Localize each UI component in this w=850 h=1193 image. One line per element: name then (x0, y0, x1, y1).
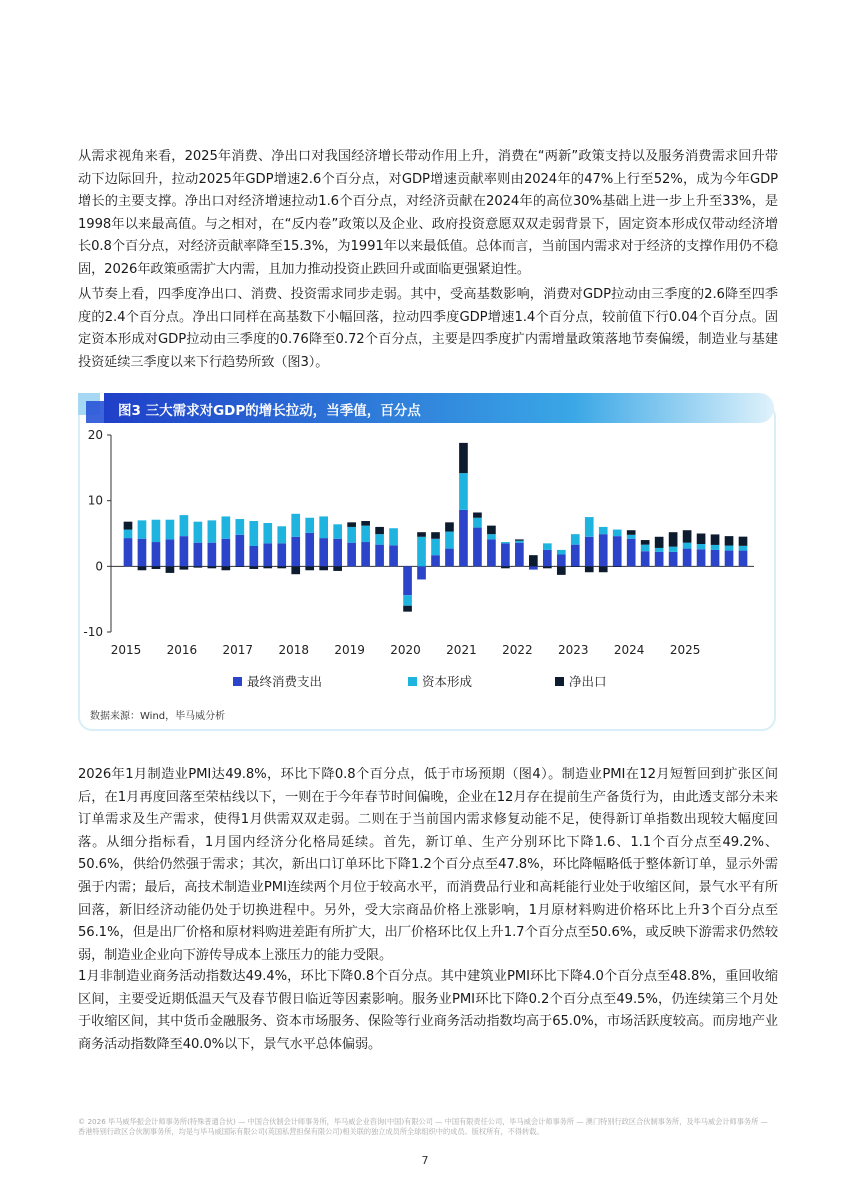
bar-segment-consumption (375, 545, 384, 567)
bar-segment-capital (235, 519, 244, 535)
bar-segment-capital (459, 473, 468, 510)
bar-segment-consumption (459, 510, 468, 566)
bar-segment-netexport (124, 522, 133, 530)
bar-segment-consumption (277, 543, 286, 566)
legend-label: 净出口 (569, 674, 607, 689)
bar-segment-capital (543, 543, 552, 550)
bar-segment-netexport (627, 530, 636, 535)
x-tick-label: 2024 (613, 643, 645, 657)
bar-segment-consumption (249, 546, 258, 566)
paragraph-quarterly-rhythm: 从节奏上看，四季度净出口、消费、投资需求同步走弱。其中，受高基数影响，消费对GDP拉动由三季度的2.6降至四季度的2.4个百分点。净出口同样在高基数下小幅回落，拉动四季度GDP增速1.4个百分点，较前值下行0.04个百分点。固定资本形成对GDP拉动由三季度的0.76降至0.72个百分点，主要是四季度扩内需增量政策落地节奏偏缓，制造业与基建投资延续三季度以来下行趋势所致（图3）。 (78, 287, 778, 370)
y-tick-label: 20 (87, 428, 103, 442)
bar-segment-capital (361, 526, 370, 542)
bar-segment-capital (194, 522, 203, 543)
bar-segment-consumption (725, 551, 734, 567)
bar-segment-consumption (138, 539, 147, 567)
bar-segment-consumption (417, 566, 426, 579)
bar-segment-capital (683, 543, 692, 549)
paragraph-non-manufacturing-pmi: 1月非制造业商务活动指数达49.4%，环比下降0.8个百分点。其中建筑业PMI环比下降4.0个百分点至48.8%，重回收缩区间，主要受近期低温天气及春节假日临近等因素影响。服务业PMI环比下降0.2个百分点至49.5%，仍连续第三个月处于收缩区间，其中货币金融服务、资本市场服务、保险等行业商务活动指数均高于65.0%，市场活跃度较高。而房地产业商务活动指数降至40.0%以下，景气水平总体偏弱。 (78, 969, 778, 1052)
bar-segment-consumption (194, 543, 203, 567)
bar-segment-capital (613, 530, 622, 537)
bar-segment-consumption (208, 543, 217, 567)
bar-segment-capital (711, 545, 720, 550)
bar-segment-netexport (655, 537, 664, 548)
bar-segment-netexport (445, 522, 454, 531)
x-tick-label: 2016 (166, 643, 198, 657)
bar-segment-capital (487, 534, 496, 539)
bar-segment-capital (431, 539, 440, 555)
x-tick-label: 2022 (502, 643, 533, 657)
bar-segment-capital (655, 548, 664, 552)
bar-segment-capital (599, 527, 608, 534)
bar-segment-consumption (473, 528, 482, 567)
bar-segment-consumption (501, 543, 510, 566)
bar-segment-netexport (487, 526, 496, 535)
bar-segment-consumption (641, 551, 650, 566)
bar-segment-consumption (557, 555, 566, 567)
bar-segment-netexport (277, 566, 286, 568)
bar-segment-netexport (417, 532, 426, 537)
bar-segment-consumption (655, 552, 664, 566)
legend-label: 资本形成 (422, 674, 473, 689)
bar-segment-capital (333, 524, 342, 538)
bar-segment-capital (669, 547, 678, 552)
x-tick-label: 2017 (222, 643, 254, 657)
bar-segment-netexport (291, 566, 300, 574)
bar-segment-capital (417, 537, 426, 567)
bar-segment-netexport (515, 539, 524, 540)
bar-segment-capital (627, 535, 636, 539)
bar-segment-capital (473, 518, 482, 528)
bar-segment-capital (571, 534, 580, 545)
bar-segment-capital (347, 527, 356, 543)
bar-segment-consumption (361, 542, 370, 566)
x-tick-label: 2021 (446, 643, 477, 657)
bar-segment-capital (208, 520, 217, 542)
bar-segment-consumption (585, 537, 594, 567)
bar-segment-capital (515, 541, 524, 543)
bar-segment-capital (725, 546, 734, 551)
bar-segment-netexport (375, 527, 384, 534)
bar-segment-capital (291, 514, 300, 537)
figure-title: 图3 三大需求对GDP的增长拉动，当季值，百分点 (118, 403, 421, 419)
bar-segment-consumption (683, 549, 692, 567)
bar-segment-netexport (669, 532, 678, 546)
paragraph-manufacturing-pmi: 2026年1月制造业PMI达49.8%，环比下降0.8个百分点，低于市场预期（图4）。制造业PMI在12月短暂回到扩张区间后，在1月再度回落至荣枯线以下，一则在于今年春节时间偏晚，企业在12月存在提前生产备货行为，由此透支部分未来订单需求及生产需求，使得1月供需双双走弱。二则在于当前国内需求修复动能不足，使得新订单指数出现较大幅度回落。从细分指标看，1月国内经济分化格局延续。首先，新订单、生产分别环比下降1.6、1.1个百分点至49.2%、50.6%，供给仍然强于需求；其次，新出口订单环比下降1.2个百分点至47.8%，环比降幅略低于整体新订单，显示外需强于内需；最后，高技术制造业PMI连续两个月位于较高水平，而消费品行业和高耗能行业处于收缩区间，景气水平有所回落，新旧经济动能仍处于切换进程中。另外，受大宗商品价格上涨影响，1月原材料购进价格环比上升3个百分点至56.1%，但是出厂价格和原材料购进差距有所扩大，出厂价格环比仅上升1.7个百分点至50.6%，或反映下游需求仍然较弱，制造业企业向下游传导成本上涨压力的能力受限。 (78, 767, 778, 963)
bar-segment-consumption (487, 539, 496, 566)
bar-segment-netexport (347, 522, 356, 527)
bar-segment-consumption (305, 533, 314, 566)
bar-segment-capital (152, 520, 161, 542)
bar-segment-netexport (305, 566, 314, 570)
bar-segment-capital (403, 595, 412, 606)
bar-segment-consumption (669, 552, 678, 566)
bar-segment-capital (557, 550, 566, 555)
bar-segment-netexport (473, 512, 482, 517)
bar-segment-consumption (291, 537, 300, 567)
bar-segment-netexport (235, 566, 244, 567)
bar-segment-netexport (599, 566, 608, 572)
bar-segment-consumption (543, 550, 552, 566)
bar-segment-netexport (263, 566, 272, 568)
bar-segment-capital (305, 518, 314, 533)
x-tick-label: 2015 (110, 643, 142, 657)
x-tick-label: 2020 (390, 643, 421, 657)
bar-segment-capital (641, 545, 650, 552)
bar-segment-consumption (529, 566, 538, 569)
bar-segment-consumption (347, 543, 356, 567)
figure-title-bar (104, 393, 774, 423)
bar-segment-netexport (333, 566, 342, 571)
bar-segment-consumption (613, 536, 622, 566)
legend-swatch (408, 677, 417, 686)
bar-segment-consumption (697, 549, 706, 566)
bar-segment-netexport (529, 555, 538, 566)
bar-segment-netexport (138, 566, 147, 570)
bar-segment-capital (739, 546, 748, 551)
bar-segment-consumption (235, 535, 244, 567)
bar-segment-consumption (627, 539, 636, 567)
bar-segment-netexport (319, 566, 328, 570)
bar-segment-capital (585, 517, 594, 537)
y-tick-label: 10 (87, 493, 103, 508)
x-tick-label: 2018 (278, 643, 309, 657)
bar-segment-netexport (571, 566, 580, 567)
paragraph-demand-perspective: 从需求视角来看，2025年消费、净出口对我国经济增长带动作用上升，消费在“两新”政策支持以及服务消费需求回升带动下边际回升，拉动2025年GDP增速2.6个百分点，对GDP增速贡献率则由2024年的47%上行至52%，成为今年GDP增长的主要支撑。净出口对经济增速拉动1.6个百分点，对经济贡献在2024年的高位30%基础上进一步上升至33%，是1998年以来最高值。与之相对，在“反内卷”政策以及企业、政府投资意愿双双走弱背景下，固定资本形成仅带动经济增长0.8个百分点，对经济贡献率降至15.3%，为1991年以来最低值。总体而言，当前国内需求对于经济的支撑作用仍不稳固，2026年政策亟需扩大内需，且加力推动投资止跌回升或面临更强紧迫性。 (78, 149, 778, 277)
bar-segment-consumption (333, 539, 342, 567)
bar-segment-consumption (515, 543, 524, 567)
bar-segment-consumption (599, 534, 608, 566)
bar-segment-consumption (222, 539, 231, 567)
bar-segment-capital (138, 520, 147, 538)
bar-segment-netexport (697, 534, 706, 545)
bar-segment-netexport (403, 606, 412, 612)
bar-segment-netexport (613, 566, 622, 567)
bar-segment-netexport (711, 534, 720, 545)
bar-segment-netexport (543, 566, 552, 568)
bar-segment-capital (375, 534, 384, 545)
bar-segment-consumption (403, 566, 412, 595)
bar-segment-netexport (641, 540, 650, 545)
bar-segment-netexport (683, 530, 692, 542)
figure-source: 数据来源：Wind，毕马威分析 (90, 711, 226, 722)
bar-segment-capital (249, 521, 258, 546)
page-number: 7 (421, 1154, 429, 1167)
bar-segment-netexport (739, 537, 748, 546)
bar-segment-netexport (585, 566, 594, 572)
bar-segment-consumption (180, 536, 189, 566)
bar-segment-consumption (166, 539, 175, 566)
bar-segment-consumption (431, 555, 440, 566)
bar-segment-consumption (124, 538, 133, 566)
figure-3 (78, 393, 776, 731)
bar-segment-capital (277, 526, 286, 543)
bar-segment-consumption (711, 550, 720, 566)
footer-disclaimer: © 2026 毕马威华振会计师事务所(特殊普通合伙) — 中国合伙制会计师事务所，毕马威企业咨询(中国)有限公司 — 中国有限责任公司，毕马威会计师事务所 — 澳门特别行政区合伙制事务所，及毕马威会计师事务所 — 香港特别行政区合伙制事务所，均是与毕马威国际有限公司(英国私营担保有限公司)相关联的独立成员所全球组织中的成员。版权所有，不得转载。 (78, 1117, 768, 1136)
bar-segment-consumption (739, 551, 748, 567)
bar-segment-capital (166, 520, 175, 540)
bar-segment-netexport (361, 521, 370, 526)
bar-segment-capital (501, 542, 510, 543)
y-tick-label: -10 (83, 625, 103, 639)
bar-segment-netexport (725, 536, 734, 545)
bar-segment-capital (180, 515, 189, 536)
bar-segment-consumption (571, 545, 580, 567)
x-tick-label: 2019 (334, 643, 365, 657)
bar-segment-consumption (445, 549, 454, 567)
bar-segment-netexport (180, 566, 189, 569)
bar-segment-capital (319, 516, 328, 538)
bar-segment-capital (389, 528, 398, 545)
bar-segment-capital (445, 532, 454, 549)
gdp-contribution-chart (78, 423, 772, 705)
bar-segment-netexport (222, 566, 231, 570)
bar-segment-consumption (263, 543, 272, 566)
bar-segment-consumption (152, 542, 161, 566)
legend-label: 最终消费支出 (247, 674, 323, 689)
bar-segment-consumption (319, 538, 328, 566)
bar-segment-netexport (194, 566, 203, 567)
y-tick-label: 0 (95, 559, 103, 574)
bar-segment-netexport (431, 532, 440, 539)
legend-swatch (233, 677, 242, 686)
bar-segment-capital (222, 516, 231, 538)
x-tick-label: 2023 (558, 643, 589, 657)
bar-segment-netexport (501, 566, 510, 568)
bar-segment-capital (697, 544, 706, 549)
bar-segment-netexport (557, 566, 566, 575)
x-tick-label: 2025 (669, 643, 701, 657)
bar-segment-netexport (249, 566, 258, 569)
bar-segment-capital (124, 530, 133, 539)
bar-segment-consumption (389, 545, 398, 566)
bar-segment-netexport (208, 566, 217, 568)
bar-segment-capital (263, 523, 272, 543)
bar-segment-netexport (166, 566, 175, 573)
bar-segment-netexport (152, 566, 161, 569)
bar-segment-netexport (459, 443, 468, 473)
legend-swatch (555, 677, 564, 686)
